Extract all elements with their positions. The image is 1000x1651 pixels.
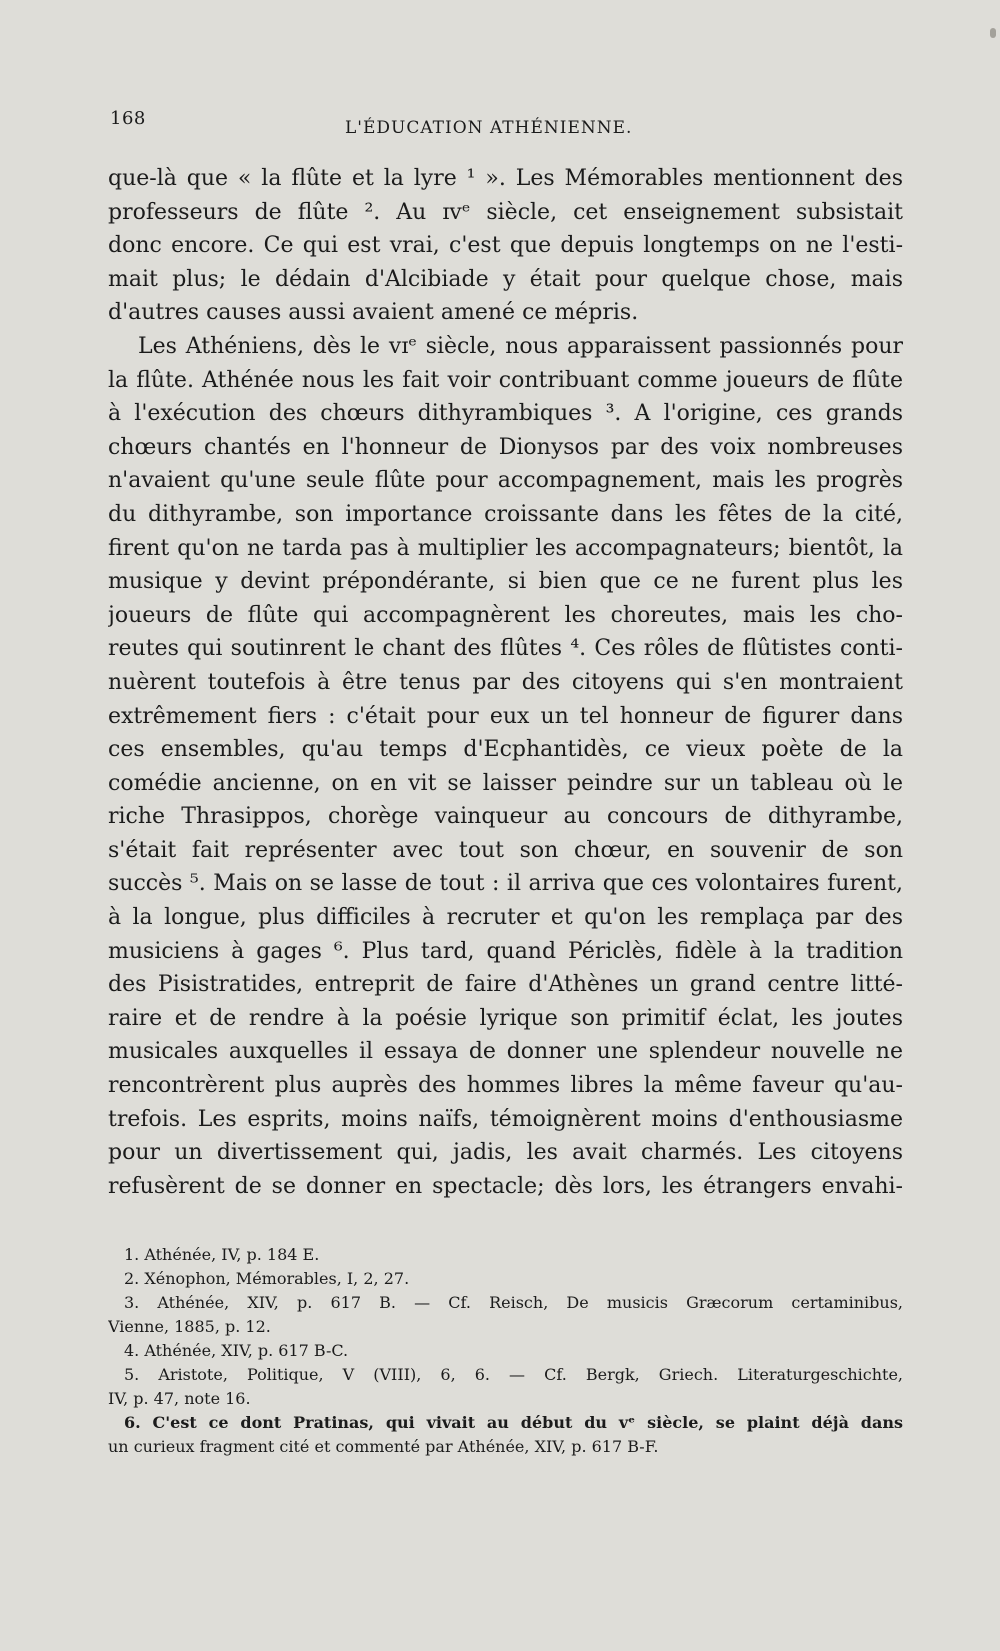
footnote: 2. Xénophon, Mémorables, I, 2, 27.: [124, 1269, 410, 1288]
footnote: 6. C'est ce dont Pratinas, qui vivait au début du vᵉ siècle, se plaint déjà dans: [124, 1413, 903, 1432]
text-line: à la longue, plus difficiles à recruter et qu'on les remplaça par des: [108, 905, 903, 931]
footnote-continuation: IV, p. 47, note 16.: [108, 1389, 251, 1408]
text-line: trefois. Les esprits, moins naïfs, témoignèrent moins d'enthousiasme: [108, 1106, 903, 1132]
footnote: 3. Athénée, XIV, p. 617 B. — Cf. Reisch, De musicis Græcorum certaminibus,: [124, 1293, 903, 1312]
text-line: reutes qui soutinrent le chant des flûtes ⁴. Ces rôles de flûtistes conti-: [108, 636, 903, 662]
text-line: professeurs de flûte ². Au ɪvᵉ siècle, cet enseignement subsistait: [108, 199, 903, 225]
footnote: 5. Aristote, Politique, V (VIII), 6, 6. — Cf. Bergk, Griech. Literaturgeschichte,: [124, 1365, 903, 1384]
text-line: refusèrent de se donner en spectacle; dès lors, les étrangers envahi-: [108, 1173, 903, 1199]
text-line: Les Athéniens, dès le vɪᵉ siècle, nous apparaissent passionnés pour: [138, 333, 903, 359]
running-title: L'ÉDUCATION ATHÉNIENNE.: [345, 118, 633, 138]
text-line: chœurs chantés en l'honneur de Dionysos par des voix nombreuses: [108, 434, 903, 460]
text-line: donc encore. Ce qui est vrai, c'est que depuis longtemps on ne l'esti-: [108, 233, 903, 259]
text-line: extrêmement fiers : c'était pour eux un tel honneur de figurer dans: [108, 703, 903, 729]
text-line: joueurs de flûte qui accompagnèrent les choreutes, mais les cho-: [108, 602, 903, 628]
text-line: ces ensembles, qu'au temps d'Ecphantidès, ce vieux poète de la: [108, 737, 903, 763]
text-line: succès ⁵. Mais on se lasse de tout : il arriva que ces volontaires furent,: [108, 871, 903, 897]
text-line: musicales auxquelles il essaya de donner une splendeur nouvelle ne: [108, 1039, 903, 1065]
text-line: la flûte. Athénée nous les fait voir contribuant comme joueurs de flûte: [108, 367, 903, 393]
footnote-continuation: Vienne, 1885, p. 12.: [108, 1317, 271, 1336]
text-line: rencontrèrent plus auprès des hommes libres la même faveur qu'au-: [108, 1073, 903, 1099]
text-line: à l'exécution des chœurs dithyrambiques ³. A l'origine, ces grands: [108, 401, 903, 427]
text-line: pour un divertissement qui, jadis, les avait charmés. Les citoyens: [108, 1140, 903, 1166]
text-line: comédie ancienne, on en vit se laisser peindre sur un tableau où le: [108, 770, 903, 796]
text-line: riche Thrasippos, chorège vainqueur au concours de dithyrambe,: [108, 804, 903, 830]
text-line: des Pisistratides, entreprit de faire d'Athènes un grand centre litté-: [108, 972, 903, 998]
text-line: raire et de rendre à la poésie lyrique son primitif éclat, les joutes: [108, 1005, 903, 1031]
text-line: que-là que « la flûte et la lyre ¹ ». Les Mémorables mentionnent des: [108, 166, 903, 191]
text-line: firent qu'on ne tarda pas à multiplier les accompagnateurs; bientôt, la: [108, 535, 903, 561]
footnotes: [108, 1243, 903, 1459]
text-line: d'autres causes aussi avaient amené ce mépris.: [108, 300, 639, 326]
scan-mark: [990, 28, 996, 38]
text-line: nuèrent toutefois à être tenus par des citoyens qui s'en montraient: [108, 669, 903, 695]
text-line: n'avaient qu'une seule flûte pour accompagnement, mais les progrès: [108, 468, 903, 494]
footnote-continuation: un curieux fragment cité et commenté par Athénée, XIV, p. 617 B-F.: [108, 1437, 659, 1456]
text-line: s'était fait représenter avec tout son chœur, en souvenir de son: [108, 837, 903, 863]
page-number: 168: [110, 108, 146, 129]
text-line: mait plus; le dédain d'Alcibiade y était pour quelque chose, mais: [108, 266, 903, 292]
body-text: [108, 162, 903, 1203]
text-line: musique y devint prépondérante, si bien que ce ne furent plus les: [108, 569, 903, 595]
text-line: musiciens à gages ⁶. Plus tard, quand Périclès, fidèle à la tradition: [108, 938, 903, 964]
footnote: 1. Athénée, IV, p. 184 E.: [124, 1245, 320, 1264]
footnote: 4. Athénée, XIV, p. 617 B-C.: [124, 1341, 349, 1360]
text-line: du dithyrambe, son importance croissante dans les fêtes de la cité,: [108, 501, 903, 527]
